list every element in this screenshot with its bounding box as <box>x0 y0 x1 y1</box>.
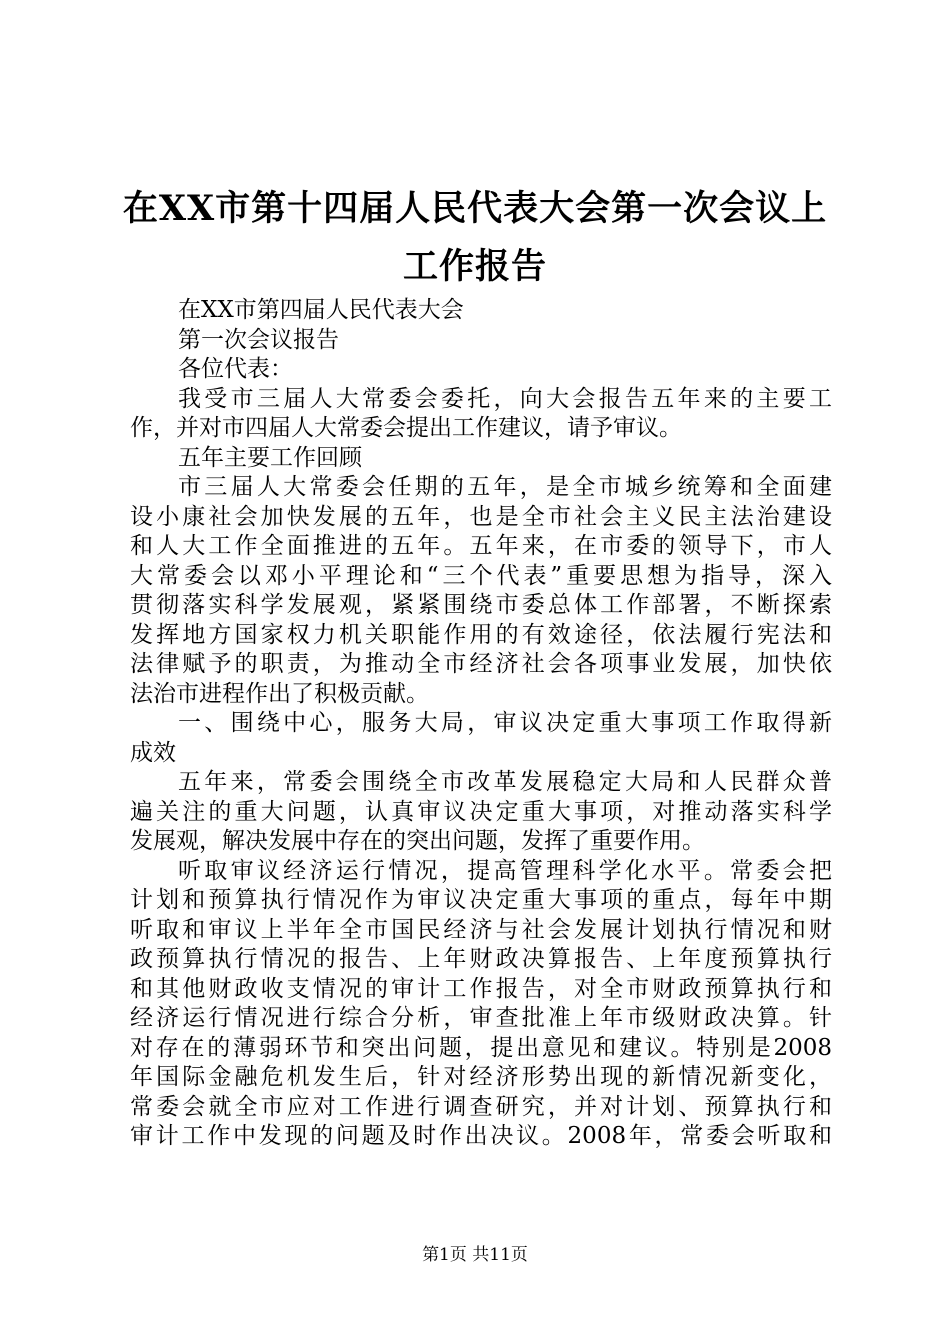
body-line: 审计工作中发现的问题及时作出决议。2008年，常委会听取和 <box>130 1123 832 1149</box>
body-line: 和人大工作全面推进的五年。五年来，在市委的领导下，市人 <box>130 533 832 559</box>
body-line: 一、围绕中心，服务大局，审议决定重大事项工作取得新 <box>178 710 832 736</box>
body-line: 政预算执行情况的报告、上年财政决算报告、上年度预算执行 <box>130 946 832 972</box>
body-line: 发展观，解决发展中存在的突出问题，发挥了重要作用。 <box>130 828 705 854</box>
body-line: 成效 <box>130 739 176 766</box>
body-line: 法律赋予的职责，为推动全市经济社会各项事业发展，加快依 <box>130 651 832 677</box>
document-title-line-2: 工作报告 <box>402 246 547 287</box>
body-line: 我受市三届人大常委会委托，向大会报告五年来的主要工 <box>178 385 832 412</box>
body-line: 和其他财政收支情况的审计工作报告，对全市财政预算执行和 <box>130 975 832 1002</box>
body-line: 年国际金融危机发生后，针对经济形势出现的新情况新变化， <box>130 1064 832 1090</box>
body-line: 经济运行情况进行综合分析，审查批准上年市级财政决算。针 <box>130 1005 832 1031</box>
body-line: 在XX市第四届人民代表大会 <box>178 297 464 323</box>
body-line: 发挥地方国家权力机关职能作用的有效途径，依法履行宪法和 <box>130 621 832 648</box>
body-line: 计划和预算执行情况作为审议决定重大事项的重点，每年中期 <box>130 887 832 913</box>
document-title-line-1: 在XX市第十四届人民代表大会第一次会议上 <box>122 188 828 229</box>
body-line: 听取和审议上半年全市国民经济与社会发展计划执行情况和财 <box>130 916 832 943</box>
body-line: 市三届人大常委会任期的五年，是全市城乡统筹和全面建 <box>178 474 832 500</box>
page-footer: 第1页 共11页 <box>422 1245 528 1265</box>
body-line: 第一次会议报告 <box>178 326 339 353</box>
body-line: 设小康社会加快发展的五年，也是全市社会主义民主法治建设 <box>130 503 832 530</box>
body-line: 贯彻落实科学发展观，紧紧围绕市委总体工作部署，不断探索 <box>130 592 832 618</box>
body-line: 听取审议经济运行情况，提高管理科学化水平。常委会把 <box>178 857 832 884</box>
body-line: 五年主要工作回顾 <box>178 444 362 471</box>
document-body <box>130 296 832 1152</box>
body-line: 作，并对市四届人大常委会提出工作建议，请予审议。 <box>130 415 682 441</box>
body-line: 大常委会以邓小平理论和“三个代表”重要思想为指导，深入 <box>130 562 832 589</box>
body-line: 五年来，常委会围绕全市改革发展稳定大局和人民群众普 <box>178 769 832 795</box>
body-line: 法治市进程作出了积极贡献。 <box>130 680 429 707</box>
body-line: 各位代表： <box>178 356 293 382</box>
body-line: 常委会就全市应对工作进行调查研究，并对计划、预算执行和 <box>130 1093 832 1120</box>
body-line: 遍关注的重大问题，认真审议决定重大事项，对推动落实科学 <box>130 798 832 825</box>
body-line: 对存在的薄弱环节和突出问题，提出意见和建议。特别是2008 <box>130 1034 832 1061</box>
